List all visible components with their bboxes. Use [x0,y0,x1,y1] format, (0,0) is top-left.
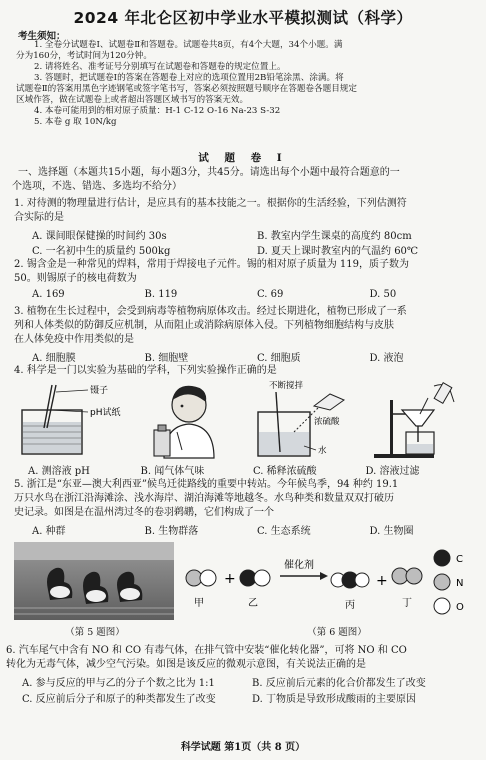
option-a: A. 169 [32,289,65,300]
notice-line: 2. 请将姓名、准考证号分别填写在试题卷和答题卷的规定位置上。 [34,62,286,72]
option-d: D. 50 [369,289,397,300]
option-c: C. 一名初中生的质量约 500kg [32,246,171,257]
ph-paper-label: pH试纸 [90,408,121,418]
legend-o: O [456,602,464,613]
notice-line: 分为160分，考试时间为120分钟。 [16,51,152,61]
notice-line: 区域作答，做在试题卷上或者超出答题区域书写的答案无效。 [16,95,249,105]
stir-label: 不断搅拌 [269,381,304,391]
question-3-options [32,349,482,364]
question-5-stem: 史记录。如图是在温州湾过冬的卷羽鹈鹕，它们构成了一个 [14,507,274,518]
notice-line: 3. 答题时，把试题卷Ⅰ的答案在答题卷上对应的选项位置用2B铅笔涂黑、涂满。将 [34,73,344,83]
question-5-options [32,522,482,537]
label-ding: 丁 [402,598,412,609]
option-b: B. 教室内学生课桌的高度约 80cm [257,231,412,242]
option-b: B. 119 [144,289,178,300]
option-a: A. 参与反应的甲与乙的分子个数之比为 1:1 [22,678,215,689]
atom-legend [434,550,464,614]
label-yi: 乙 [248,598,258,609]
option-b: B. 反应前后元素的化合价都发生了改变 [252,678,426,689]
option-c: C. 生态系统 [257,526,311,537]
question-4-figures [14,380,474,460]
molecule-ding [392,568,422,609]
label-jia: 甲 [194,598,204,609]
notice-line: 1. 全卷分试题卷Ⅰ、试题卷Ⅱ和答题卷。试题卷共8页，有4个大题，34个小题。满 [34,40,343,50]
figure-6-reaction-diagram [180,546,480,624]
option-b: B. 闻气体气味 [140,466,205,477]
notice-line: 5. 本卷 g 取 10N/kg [34,117,117,127]
question-6-options [22,674,482,689]
water-label: 水 [318,446,327,456]
question-6-stem: 转化为无毒气体，减少空气污染。如图是该反应的微观示意图，有关说法正确的是 [6,659,366,670]
option-d: D. 丁物质是导致形成酸雨的主要原因 [252,694,417,705]
label-bing: 丙 [345,600,355,611]
question-2-stem: 50。则锡原子的核电荷数为 [14,273,137,284]
question-4-options [28,462,478,477]
figure-5-caption: （第 5 题图） [65,627,125,638]
page-footer: 科学试题 第1页（共 8 页） [180,742,306,753]
figure-d-filtration [374,383,454,458]
volume-title: 试 题 卷 Ⅰ [198,152,288,164]
molecule-yi [240,570,270,609]
option-d: D. 夏天上课时教室内的气温约 60℃ [257,246,419,257]
figure-c-dilute-acid [258,380,344,456]
molecule-jia [186,570,216,609]
option-d: D. 生物圈 [369,526,414,537]
notice-line: 试题卷Ⅱ的答案用黑色字迹钢笔或签字笔书写，答案必须按照题号顺序在答题卷各题目规定 [16,84,357,94]
legend-n: N [456,578,464,589]
figure-b-smell-gas [154,386,214,458]
option-d: D. 溶液过滤 [365,466,420,477]
notice-line: 4. 本卷可能用到的相对原子质量：H-1 C-12 O-16 Na-23 S-32 [34,106,281,116]
figure-a-ph-test [22,384,120,454]
question-4-stem: 4. 科学是一门以实验为基础的学科，下列实验操作正确的是 [14,365,277,376]
option-c: C. 69 [257,289,284,300]
question-2-stem: 2. 锡含金是一种常见的焊料，常用于焊接电子元件。锡的相对原子质量为 119，质子数为 [14,259,409,270]
question-2-options [32,289,482,300]
option-c: C. 反应前后分子和原子的种类都发生了改变 [22,694,216,705]
option-b: B. 细胞壁 [144,353,189,364]
catalyst-label: 催化剂 [284,560,314,571]
question-1-options [32,227,482,242]
plus-sign: + [224,571,236,587]
legend-c: C [456,554,463,565]
option-d: D. 液泡 [369,353,404,364]
question-5-stem: 5. 浙江是“东亚—澳大利西亚”候鸟迁徙路线的重要中转站。今年候鸟季，94 种约 19.1 [14,479,399,490]
question-3-stem: 列和人体类似的防御反应机制，从而阻止或消除病原体入侵。下列植物细胞结构与皮肤 [14,320,394,331]
question-1-stem: 合实际的是 [14,212,64,223]
option-a: A. 细胞膜 [32,353,76,364]
section-heading: 个选项，不选、错选、多选均不给分） [12,181,182,192]
tweezers-label: 镊子 [90,386,109,396]
molecule-bing [331,572,369,611]
option-a: A. 课间眼保健操的时间约 30s [32,231,167,242]
acid-label: 浓硫酸 [314,417,340,427]
question-5-stem: 万只水鸟在浙江沿海滩涂、浅水海岸、湖泊海滩等地越冬。水鸟种类和数量双双打破历 [14,493,394,504]
question-1-options [32,242,482,257]
option-c: C. 稀释浓硫酸 [253,466,317,477]
option-b: B. 生物群落 [144,526,199,537]
question-6-stem: 6. 汽车尾气中含有 NO 和 CO 有毒气体，在排气管中安装“催化转化器”，可将 NO 和 CO [6,645,407,656]
option-a: A. 测溶液 pH [28,466,90,477]
question-1-stem: 1. 对待测的物理量进行估计，是应具有的基本技能之一。根据你的生活经验，下列估测符 [14,198,407,209]
option-a: A. 种群 [32,526,66,537]
question-3-stem: 在人体免疫中作用类似的是 [14,334,134,345]
reaction-arrow [280,558,328,580]
section-heading: 一、选择题（本题共15小题，每小题3分，共45分。请选出每个小题中最符合题意的一 [18,167,400,178]
figure-5-pelican-photo [14,542,174,620]
question-6-options [22,690,482,705]
page-title: 2024 年北仑区初中学业水平模拟测试（科学） [73,9,413,27]
figure-6-caption: （第 6 题图） [307,627,367,638]
question-3-stem: 3. 植物在生长过程中，会受到病毒等植物病原体攻击。经过长期进化，植物已形成了一系 [14,306,407,317]
option-c: C. 细胞质 [257,353,301,364]
plus-sign: + [376,573,388,589]
notice-heading: 考生须知： [18,31,66,42]
